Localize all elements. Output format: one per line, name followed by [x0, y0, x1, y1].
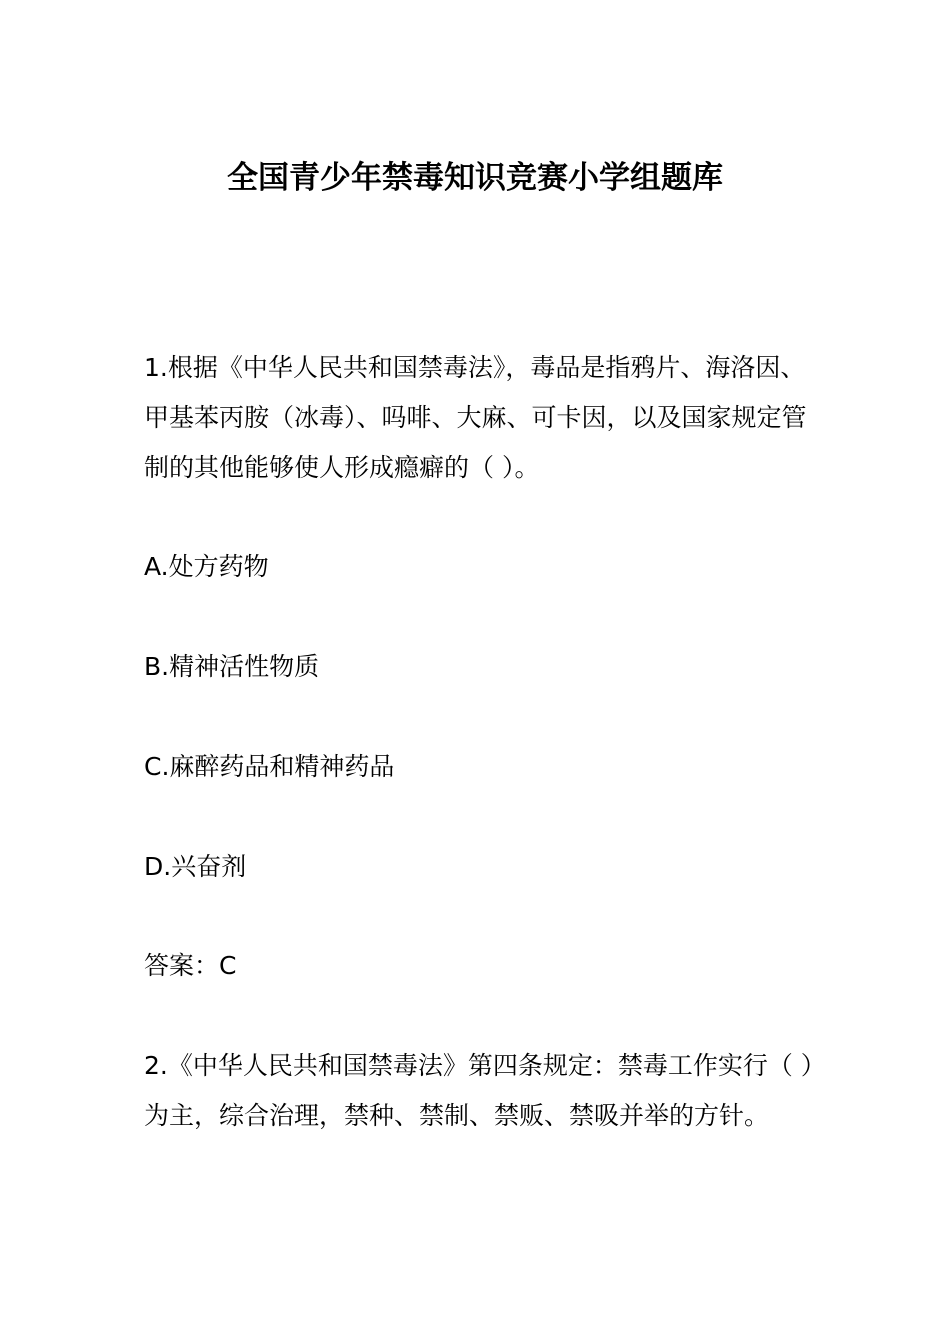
question-1-stem: 1.根据《中华人民共和国禁毒法》，毒品是指鸦片、海洛因、甲基苯丙胺（冰毒）、吗啡、大麻、可卡因，以及国家规定管制的其他能够使人形成瘾癖的（ ）。 — [144, 353, 807, 482]
question-1-option-a: A.处方药物 — [144, 552, 269, 581]
document-title: 全国青少年禁毒知识竞赛小学组题库 — [227, 160, 723, 196]
question-2-stem: 2.《中华人民共和国禁毒法》第四条规定：禁毒工作实行（ ）为主，综合治理，禁种、禁制、禁贩、禁吸并举的方针。 — [144, 1051, 814, 1130]
question-1-option-b: B.精神活性物质 — [144, 652, 320, 681]
question-1-option-c: C.麻醉药品和精神药品 — [144, 752, 395, 781]
question-1-answer: 答案：C — [144, 951, 237, 980]
question-1-option-d: D.兴奋剂 — [144, 852, 247, 881]
